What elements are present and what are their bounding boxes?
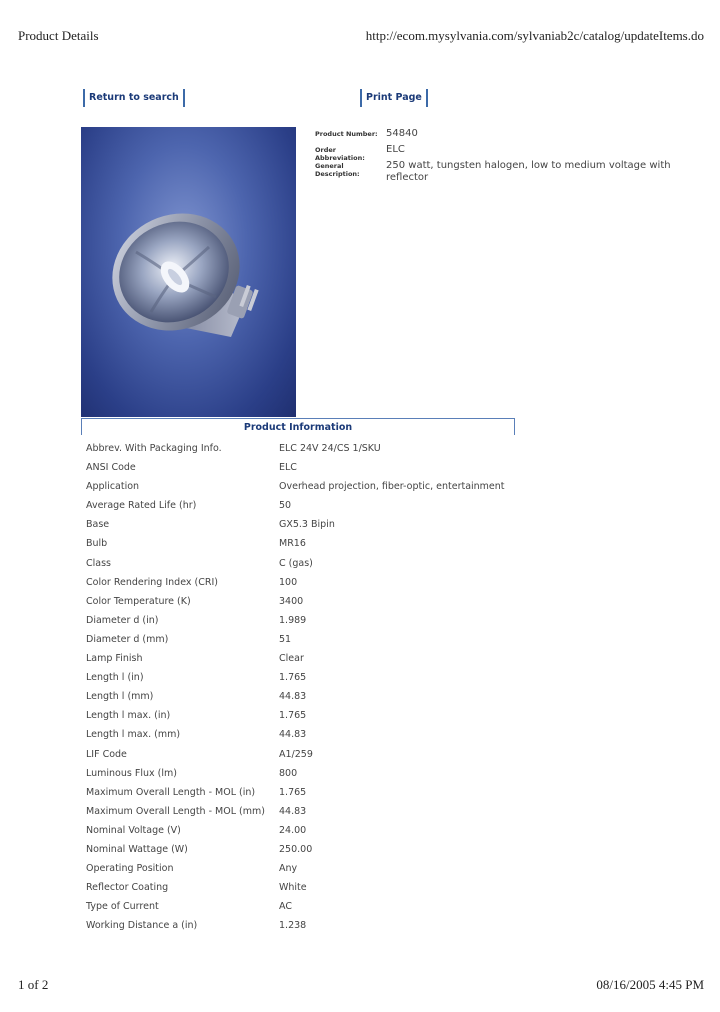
table-row xyxy=(86,458,516,477)
spec-label: Operating Position xyxy=(86,863,174,875)
table-row xyxy=(86,496,516,515)
product-number-value: 54840 xyxy=(386,128,418,139)
spec-label: Lamp Finish xyxy=(86,653,143,665)
spec-label: Length l (mm) xyxy=(86,691,154,703)
table-row xyxy=(86,859,516,878)
table-row xyxy=(86,897,516,916)
spec-value: 1.765 xyxy=(279,786,307,798)
spec-value: Clear xyxy=(279,653,304,665)
spec-label: Color Rendering Index (CRI) xyxy=(86,576,218,588)
spec-label: Maximum Overall Length - MOL (mm) xyxy=(86,805,265,817)
page-counter: 1 of 2 xyxy=(18,977,49,992)
table-row xyxy=(86,783,516,802)
spec-label: Bulb xyxy=(86,538,108,550)
table-row xyxy=(86,725,516,744)
halogen-lamp-icon xyxy=(81,127,296,417)
order-abbreviation-value: ELC xyxy=(386,144,405,155)
spec-value: 3400 xyxy=(279,595,304,607)
spec-label: Class xyxy=(86,557,111,569)
order-abbreviation-row xyxy=(315,144,695,160)
table-row xyxy=(86,745,516,764)
spec-label: Application xyxy=(86,481,140,493)
spec-label: Reflector Coating xyxy=(86,882,169,894)
order-abbreviation-label: Order Abbreviation: xyxy=(315,146,365,162)
table-row xyxy=(86,630,516,649)
spec-label: Color Temperature (K) xyxy=(86,595,191,607)
table-row xyxy=(86,649,516,668)
table-row xyxy=(86,592,516,611)
spec-label: Length l max. (in) xyxy=(86,710,171,722)
table-row xyxy=(86,611,516,630)
table-row xyxy=(86,706,516,725)
print-header-url: http://ecom.mysylvania.com/sylvaniab2c/catalog/updateItems.do xyxy=(365,28,704,43)
table-row xyxy=(86,668,516,687)
table-row xyxy=(86,821,516,840)
product-information-table xyxy=(86,439,516,935)
table-row xyxy=(86,687,516,706)
table-row xyxy=(86,515,516,534)
general-description-row xyxy=(315,160,695,192)
spec-value: White xyxy=(279,882,307,894)
spec-label: Average Rated Life (hr) xyxy=(86,500,197,512)
table-row xyxy=(86,534,516,553)
spec-value: C (gas) xyxy=(279,557,313,569)
spec-value: 1.989 xyxy=(279,614,307,626)
print-header-title: Product Details xyxy=(18,28,99,43)
product-summary xyxy=(315,128,695,192)
spec-value: 44.83 xyxy=(279,729,307,741)
table-row xyxy=(86,840,516,859)
spec-label: Type of Current xyxy=(86,901,159,913)
spec-value: Overhead projection, fiber-optic, entertainment xyxy=(279,481,505,493)
spec-label: Working Distance a (in) xyxy=(86,920,198,932)
table-row xyxy=(86,878,516,897)
table-row xyxy=(86,573,516,592)
spec-value: ELC 24V 24/CS 1/SKU xyxy=(279,443,381,454)
general-description-value: 250 watt, tungsten halogen, low to medium voltage with reflector xyxy=(386,160,671,183)
spec-label: Diameter d (in) xyxy=(86,614,159,626)
table-row xyxy=(86,802,516,821)
spec-label: Nominal Wattage (W) xyxy=(86,843,188,855)
table-row xyxy=(86,554,516,573)
spec-value: ELC xyxy=(279,462,297,474)
spec-label: Diameter d (mm) xyxy=(86,633,169,645)
spec-value: GX5.3 Bipin xyxy=(279,519,335,531)
table-row xyxy=(86,916,516,935)
spec-label: ANSI Code xyxy=(86,462,136,474)
spec-value: 50 xyxy=(279,500,292,512)
spec-value: A1/259 xyxy=(279,748,313,760)
spec-label: Base xyxy=(86,519,110,531)
spec-value: MR16 xyxy=(279,538,306,550)
print-page-button[interactable]: Print Page xyxy=(360,89,428,107)
spec-value: 1.765 xyxy=(279,710,307,722)
product-number-row xyxy=(315,128,695,144)
spec-value: 24.00 xyxy=(279,824,307,836)
table-row xyxy=(86,764,516,783)
spec-value: 44.83 xyxy=(279,691,307,703)
spec-value: 44.83 xyxy=(279,805,307,817)
table-row xyxy=(86,477,516,496)
spec-value: Any xyxy=(279,863,298,875)
general-description-label: General Description: xyxy=(315,162,360,178)
spec-label: Length l max. (mm) xyxy=(86,729,181,741)
spec-label: LIF Code xyxy=(86,748,127,760)
product-photo xyxy=(81,127,296,417)
spec-label: Nominal Voltage (V) xyxy=(86,824,181,836)
spec-value: 100 xyxy=(279,576,298,588)
spec-value: 1.238 xyxy=(279,920,307,932)
product-information-header: Product Information xyxy=(81,418,515,435)
table-row xyxy=(86,439,516,458)
spec-value: 800 xyxy=(279,767,298,779)
spec-value: 250.00 xyxy=(279,843,313,855)
return-to-search-button[interactable]: Return to search xyxy=(83,89,185,107)
spec-value: 1.765 xyxy=(279,672,307,684)
spec-label: Length l (in) xyxy=(86,672,144,684)
print-timestamp: 08/16/2005 4:45 PM xyxy=(596,977,704,992)
spec-label: Maximum Overall Length - MOL (in) xyxy=(86,786,256,798)
spec-value: 51 xyxy=(279,633,292,645)
spec-value: AC xyxy=(279,901,292,913)
spec-label: Abbrev. With Packaging Info. xyxy=(86,443,222,454)
spec-label: Luminous Flux (lm) xyxy=(86,767,177,779)
product-number-label: Product Number: xyxy=(315,130,378,138)
